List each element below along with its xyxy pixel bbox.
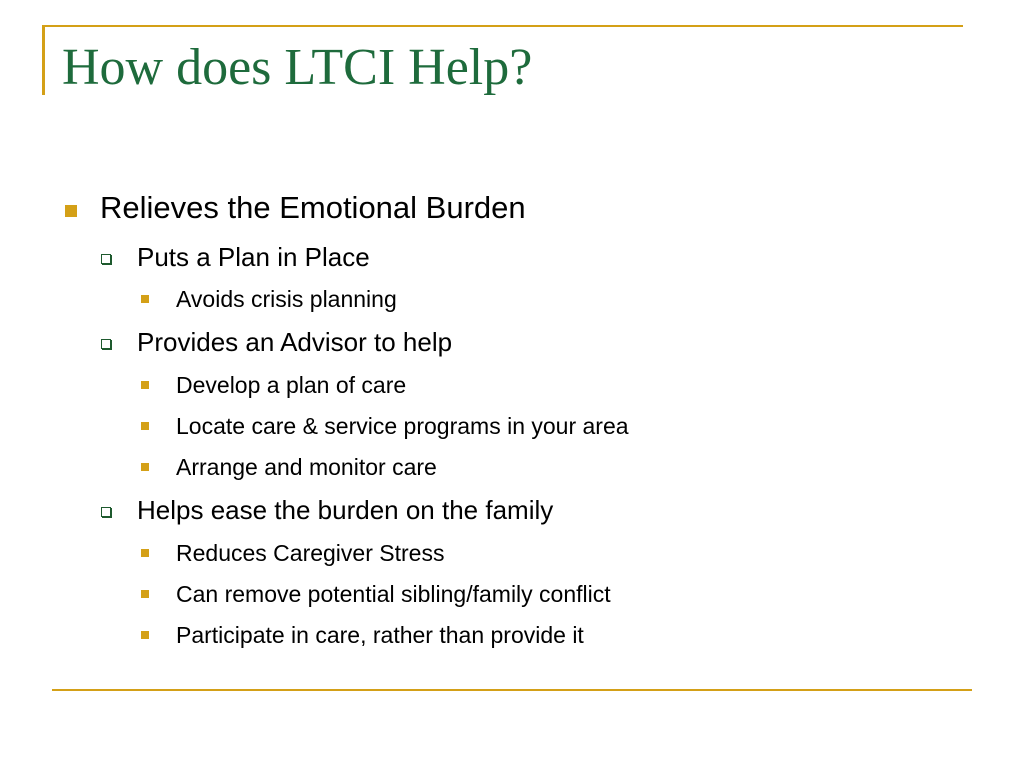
hollow-square-bullet-icon bbox=[101, 254, 111, 264]
top-accent-rule bbox=[42, 25, 963, 27]
bullet-level1-item: Relieves the Emotional Burden bbox=[100, 190, 526, 225]
bullet-level3-item: Avoids crisis planning bbox=[176, 286, 397, 312]
bullet-level2-item: Provides an Advisor to help bbox=[137, 327, 453, 357]
filled-square-bullet-icon bbox=[65, 205, 77, 217]
bullet-level3-item: Can remove potential sibling/family conflict bbox=[176, 581, 611, 607]
left-accent-rule bbox=[42, 25, 45, 95]
small-filled-square-bullet-icon bbox=[141, 590, 149, 598]
bullet-level3-item: Arrange and monitor care bbox=[176, 454, 437, 480]
bullet-level2-item: Helps ease the burden on the family bbox=[137, 495, 554, 525]
bottom-accent-rule bbox=[52, 689, 972, 691]
small-filled-square-bullet-icon bbox=[141, 631, 149, 639]
small-filled-square-bullet-icon bbox=[141, 422, 149, 430]
bullet-level3-item: Develop a plan of care bbox=[176, 372, 407, 398]
small-filled-square-bullet-icon bbox=[141, 381, 149, 389]
slide-title: How does LTCI Help? bbox=[62, 39, 533, 96]
bullet-level3-item: Locate care & service programs in your area bbox=[176, 413, 629, 439]
small-filled-square-bullet-icon bbox=[141, 295, 149, 303]
bullet-level2-item: Puts a Plan in Place bbox=[137, 242, 370, 272]
bullet-level3-item: Participate in care, rather than provide it bbox=[176, 622, 584, 648]
small-filled-square-bullet-icon bbox=[141, 463, 149, 471]
hollow-square-bullet-icon bbox=[101, 507, 111, 517]
bullet-level3-item: Reduces Caregiver Stress bbox=[176, 540, 445, 566]
small-filled-square-bullet-icon bbox=[141, 549, 149, 557]
hollow-square-bullet-icon bbox=[101, 339, 111, 349]
